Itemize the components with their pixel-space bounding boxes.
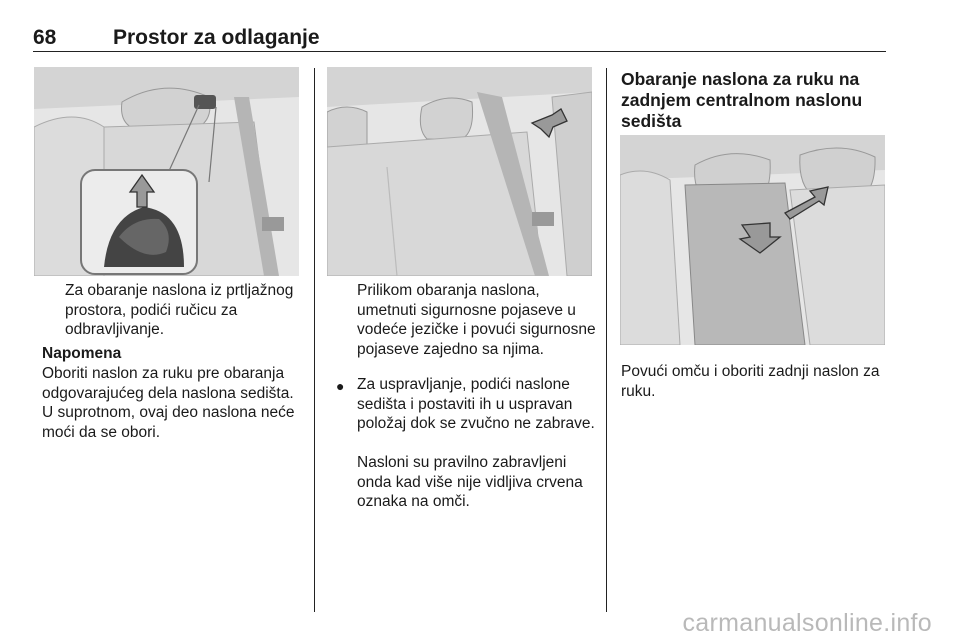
- bullet-text: Za uspravljanje, podići naslone sedišta i postaviti ih u uspravan položaj dok se zvučno ne zabrave.: [357, 376, 595, 432]
- column-divider-1: [314, 68, 315, 612]
- armrest-illustration: [620, 135, 885, 345]
- figure-release-handle: [34, 67, 299, 276]
- figure-armrest: [620, 135, 885, 345]
- page-title: Prostor za odlaganje: [113, 26, 320, 49]
- page-number: 68: [33, 26, 57, 49]
- bullet-followup-text: Nasloni su pravilno zabravljeni onda kad više nije vidljiva crvena oznaka na omči.: [357, 454, 583, 510]
- seat-release-illustration: [34, 67, 299, 276]
- caption-armrest: Povući omču i oboriti zadnji naslon za ruku.: [621, 363, 880, 400]
- column-divider-2: [606, 68, 607, 612]
- note-title: Napomena: [42, 345, 122, 362]
- caption-release-handle: Za obaranje naslona iz prtljažnog prostora, podići ručicu za odbravljivanje.: [65, 282, 294, 338]
- seat-belt-guide-illustration: [327, 67, 592, 276]
- watermark: carmanualsonline.info: [682, 609, 932, 637]
- page-header: [33, 26, 886, 50]
- bullet-marker: ●: [336, 378, 345, 394]
- caption-seat-belts: Prilikom obaranja naslona, umetnuti sigurnosne pojaseve u vodeće jezičke i povući sigurnosne pojaseve zajedno sa njima.: [357, 282, 596, 358]
- figure-seat-belts: [327, 67, 592, 276]
- note-text: Oboriti naslon za ruku pre obaranja odgovarajućeg dela naslona sedišta. U suprotnom, ovaj deo naslona neće moći da se obori.: [42, 365, 295, 441]
- section-title-armrest: Obaranje naslona za ruku na zadnjem centralnom naslonu sedišta: [621, 69, 863, 131]
- header-divider: [33, 51, 886, 52]
